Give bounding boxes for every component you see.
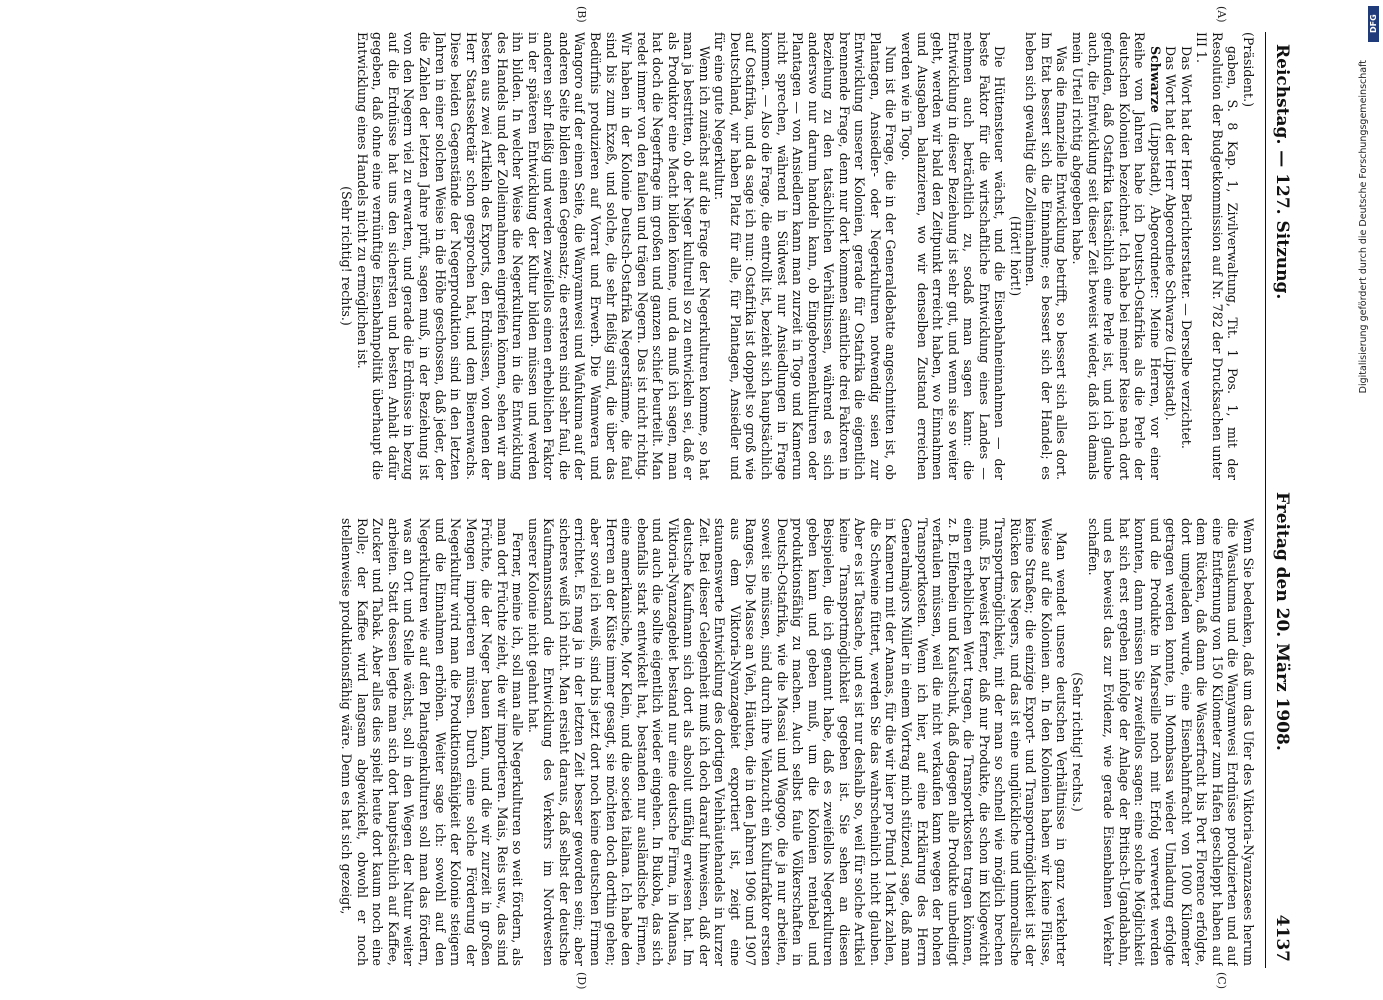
paragraph-text: Man wendet unsere deutschen Verhältnisse in ganz verkehrter Weise auf die Kolonien an. In den Kolonien haben wir keine Flüsse, keine Straßen; die einzige Export- und Transportmöglichkeit ist der Rücken des Negers, und das ist eine unglückliche und unmoralische Transportmöglichkeit, mit der man so schnell wie möglich brechen muß. Es beweist ferner, daß nur Produkte, die schon im Kilogewicht einen erheblichen Wert tragen, die Transportkosten tragen können, z. B. Elfenbein und Kautschuk, daß dagegen alle Produkte unbedingt verfaulen müssen, weil die nicht verkaufen kann wegen der hohen Transportkosten. Wenn ich hier, auf eine Erklärung des Herrn Generalmajors Müller in einem Vortrag mich stützend, sage, daß man in Kamerun mit der Ananas, für die wir hier pro Pfund 1 Mark zahlen, die Schweine füttert, werden Sie das wahrscheinlich nicht glauben. Aber es ist Tatsache, und es ist nur deshalb so, weil für solche Artikel keine Transportmöglichkeit gegeben ist. Sie sehen an diesen Beispielen, die ich genannt habe, daß es zweifellos Negerkulturen geben kann und geben muß, um die Kolonien rentabel und produktionsfähig zu machen. Auch selbst faule Völkerschaften in Deutsch-Ostafrika, wie die Massai und Wagogo, die ja nur arbeiten, soweit sie müssen, sind durch ihre Viehzucht ein Kulturfaktor ersten Ranges. Die Masse an Vieh, Häuten, die in den Jahren 1906 und 1907 aus dem Viktoria-Nyanzagebiet exportiert ist, zeigt eine staunenswerte Entwicklung des dortigen Viehhäutehandels in kurzer Zeit. Bei dieser Gelegenheit muß ich doch darauf hinweisen, daß der deutsche Kaufmann sich dort als absolut unfähig erwiesen hat. Im Viktoria-Nyanzagebiet bestand nur eine deutsche Firma, in Muansa, und auch die sollte eigentlich wieder eingehen. In Bukoba, das sich ebenfalls stark entwickelt hat, bestanden nur ausländische Firmen, eine amerikanische, Mor Klein, und die società italiana. Ich habe den Herren an der Küste immer gesagt, sie möchten doch dorthin gehen; aber soviel ich weiß, sind bis jetzt dort noch keine deutschen Firmen errichtet. Es mag ja in der letzten Zeit besser geworden sein; aber sicheres weiß ich nicht. Man ersieht daraus, daß selbst der deutsche Kaufmannsstand die Entwicklung des Verkehrs im Nordwesten unserer Kolonie nicht geahnt hat.: [525, 518, 1070, 966]
paragraph: [1023, 32, 1070, 480]
margin-marker-b: (B): [575, 6, 588, 23]
paragraph-text: Die Hüttensteuer wächst, und die Eisenbahneinnahmen — der beste Faktor für die wirtschaftliche Entwicklung eines Landes — nehmen auch beträchtlich zu, sodaß man sagen kann: die Entwicklung in dieser Beziehung ist sehr gut, und wenn sie so weiter geht, werden wir bald den Zeitpunkt erreicht haben, wo Einnahmen und Ausgaben balanzieren, wo wir denselben Zustand erreichen werden wie in Togo.: [898, 32, 1008, 480]
paragraph: [1178, 32, 1194, 480]
paragraph: [1085, 518, 1256, 966]
paragraph-text: Wenn Sie bedenken, daß um das Ufer des Viktoria-Nyanzasees herum die Wasukuma und die Wanyamwesi Erdnüsse produzierten und auf eine Entfernung von 150 Kilometer zum Hafen geschleppt haben auf dem Rücken, daß dann die Wasserfracht bis Port Florence erfolgte, dort umgeladen wurde, eine Eisenbahnfracht von 1000 Kilometer getragen werden konnte, in Mombassa wieder Umladung erfolgte und die Produkte in Marseille noch mit Erfolg verwertet werden konnten, dann müssen Sie zweifellos sagen: eine solche Möglichkeit hat sich erst ergeben infolge der Anlage der Britisch-Ugandabahn, und es beweist das zur Evidenz, wie gerade Eisenbahnen Verkehr schaffen.: [1085, 518, 1256, 966]
paragraph-text: (Sehr richtig! rechts.): [339, 186, 355, 326]
paragraph: [1240, 32, 1256, 480]
margin-marker-c: (C): [1215, 972, 1228, 989]
page-number: 4137: [1272, 914, 1292, 962]
paragraph-text: Das Wort hat der Herr Abgeordnete Schwarze (Lippstadt).: [1163, 46, 1179, 421]
paragraph: [354, 32, 712, 480]
margin-marker-d: (D): [575, 972, 588, 990]
header-left: Reichstag. — 127. Sitzung.: [1272, 44, 1292, 300]
paragraph-text: Das Wort hat der Herr Berichterstatter. — Derselbe verzichtet.: [1178, 46, 1194, 449]
paragraph-text: Wenn ich zunächst auf die Frage der Negerkulturen komme, so hat man ja bestritten, ob der Neger kulturell so zu entwickeln sei, daß er als Produktor eine Macht bilden könne, und da muß ich sagen, man hat doch die Negerfrage im großen und ganzen schief beurteilt. Man redet immer von den faulen und trägen Negern. Das ist nicht richtig. Wir haben in der Kolonie Deutsch-Ostafrika Negerstämme, die faul sind bis zum Exzeß, und solche, die sehr fleißig sind, die über das Bedürfnis produzieren auf Vorrat und Erwerb. Die Wamwera und Wangoro auf der einen Seite, die Wanyamwesi und Wafukuma auf der anderen Seite bilden einen Gegensatz; die ersteren sind sehr faul, die anderen sehr fleißig und werden zweifellos einen erheblichen Faktor in der späteren Entwicklung der Kultur bilden müssen und werden ihn bilden. In welcher Weise die Negerkulturen in die Entwicklung des Handels und der Zolleinnahmen eingreifen können, sehen wir am besten aus zwei Artikeln des Exports, den Erdnüssen, von denen der Herr Staatssekretär schon gesprochen hat, und dem Bienenwachs. Diese beiden Gegenstände der Negerproduktion sind in den letzten Jahren in einer solchen Weise in die Höhe geschossen, daß jeder, der die Zahlen der letzten Jahre prüft, sagen muß, in der Beziehung ist von den Negern viel zu erwarten, und gerade die Erdnüsse in bezug auf die Erdnüsse hat uns den sichersten und besten Anhalt dafür gegeben, daß ohne eine vernünftige Eisenbahnpolitik überhaupt die Entwicklung eines Handels nicht zu ermöglichen ist.: [354, 32, 712, 480]
page-header: [1265, 32, 1294, 968]
paragraph-text: Nun ist die Frage, die in der Generaldebatte angeschnitten ist, ob Plantagen, Ansiedler- oder Negerkulturen notwendig seien zur Entwicklung unserer Kolonien, gerade für Ostafrika die eigentlich brennende Frage, denn nur dort kommen sämtliche drei Faktoren in Beziehung zu den tatsächlichen Verhältnissen, während es sich anderswo nur darum handeln kann, ob Eingeborenenkulturen oder Plantagen — von Ansiedlern kann man zurzeit in Togo und Kamerun nicht sprechen, während in Südwest nur Ansiedlungen in Frage kommen. — Also die Frage, die entrollt ist, bezieht sich hauptsächlich auf Ostafrika, und da sage ich nun: Ostafrika ist doppelt so groß wie Deutschland, wir haben Platz für alle, für Plantagen, Ansiedler und für eine gute Negerkultur.: [712, 32, 899, 480]
paragraph: [339, 518, 526, 966]
paragraph-text: gaben, S. 8 Kap. 1, Zivilverwaltung, Tit. 1 Pos. 1, mit der Resolution der Budgetkommission auf Nr. 782 der Drucksachen unter III 1.: [1194, 32, 1241, 480]
paragraph: [1069, 32, 1162, 480]
paragraph-text: (Lippstadt), Abgeordneter: Meine Herren, vor einer Reihe von Jahren habe ich Deutsch-Ostafrika als die Perle der deutschen Kolonien bezeichnet. Ich habe bei meiner Reise nach dort gefunden, daß Ostafrika tatsächlich eine Perle ist, und ich glaube auch, die Entwicklung seit dieser Zeit beweist wieder, daß ich damals mein Urteil richtig abgegeben habe.: [1069, 32, 1163, 480]
digitization-credit: Digitalisierung gefördert durch die Deutsche Forschungsgemeinschaft: [1358, 60, 1369, 394]
paragraph: [1163, 32, 1179, 480]
paragraph: [525, 518, 1069, 966]
paragraph: [898, 32, 1007, 480]
left-text-column: [20, 32, 1256, 480]
paragraph-text: Ferner, meine ich, soll man alle Negerkulturen so weit fördern, als man dort Früchte zieht, die wir importieren. Mais, Reis usw., das sind Früchte, die der Neger bauen kann, und die wir zurzeit in großen Mengen importieren müssen. Durch eine solche Förderung der Negerkultur wird man die Produktionsfähigkeit der Kolonie steigern und die Einnahmen erhöhen. Weiter sage ich: sowohl auf den Negerkulturen wie auf den Plantagenkulturen soll man das fördern, was an Ort und Stelle wächst, soll in den Wegen der Natur weiter arbeiten. Statt dessen legte man sich dort hauptsächlich auf Kaffee, Zucker und Tabak. Aber alles dies spielt heute dort kaum noch eine Rolle; der Kaffee wird langsam abgewickelt, obwohl er noch stellenweise produktionsfähig wäre. Denn es hat sich gezeigt,: [339, 518, 526, 966]
document-page: [8, 0, 1308, 1000]
paragraph: [712, 32, 899, 480]
speaker-name: Schwarze: [1147, 46, 1163, 113]
paragraph-text: (Hört! hört!): [1007, 215, 1023, 297]
paragraph-text: (Sehr richtig! rechts.): [1069, 672, 1085, 812]
right-text-column: [20, 518, 1256, 966]
paragraph: [1007, 32, 1023, 480]
dfg-logo: DFG: [1368, 6, 1379, 42]
header-date: Freitag den 20. März 1908.: [1272, 492, 1292, 751]
paragraph-text: (Präsident.): [1241, 32, 1256, 108]
paragraph: [1194, 32, 1241, 480]
paragraph: [339, 32, 355, 480]
margin-marker-a: (A): [1215, 6, 1228, 23]
paragraph: [1069, 518, 1085, 966]
paragraph-text: Was die finanzielle Entwicklung betrifft, so bessert sich alles dort. Im Etat bessert sich die Einnahme; es bessert sich der Handel; es heben sich gewaltig die Zolleinnahmen.: [1023, 32, 1070, 480]
